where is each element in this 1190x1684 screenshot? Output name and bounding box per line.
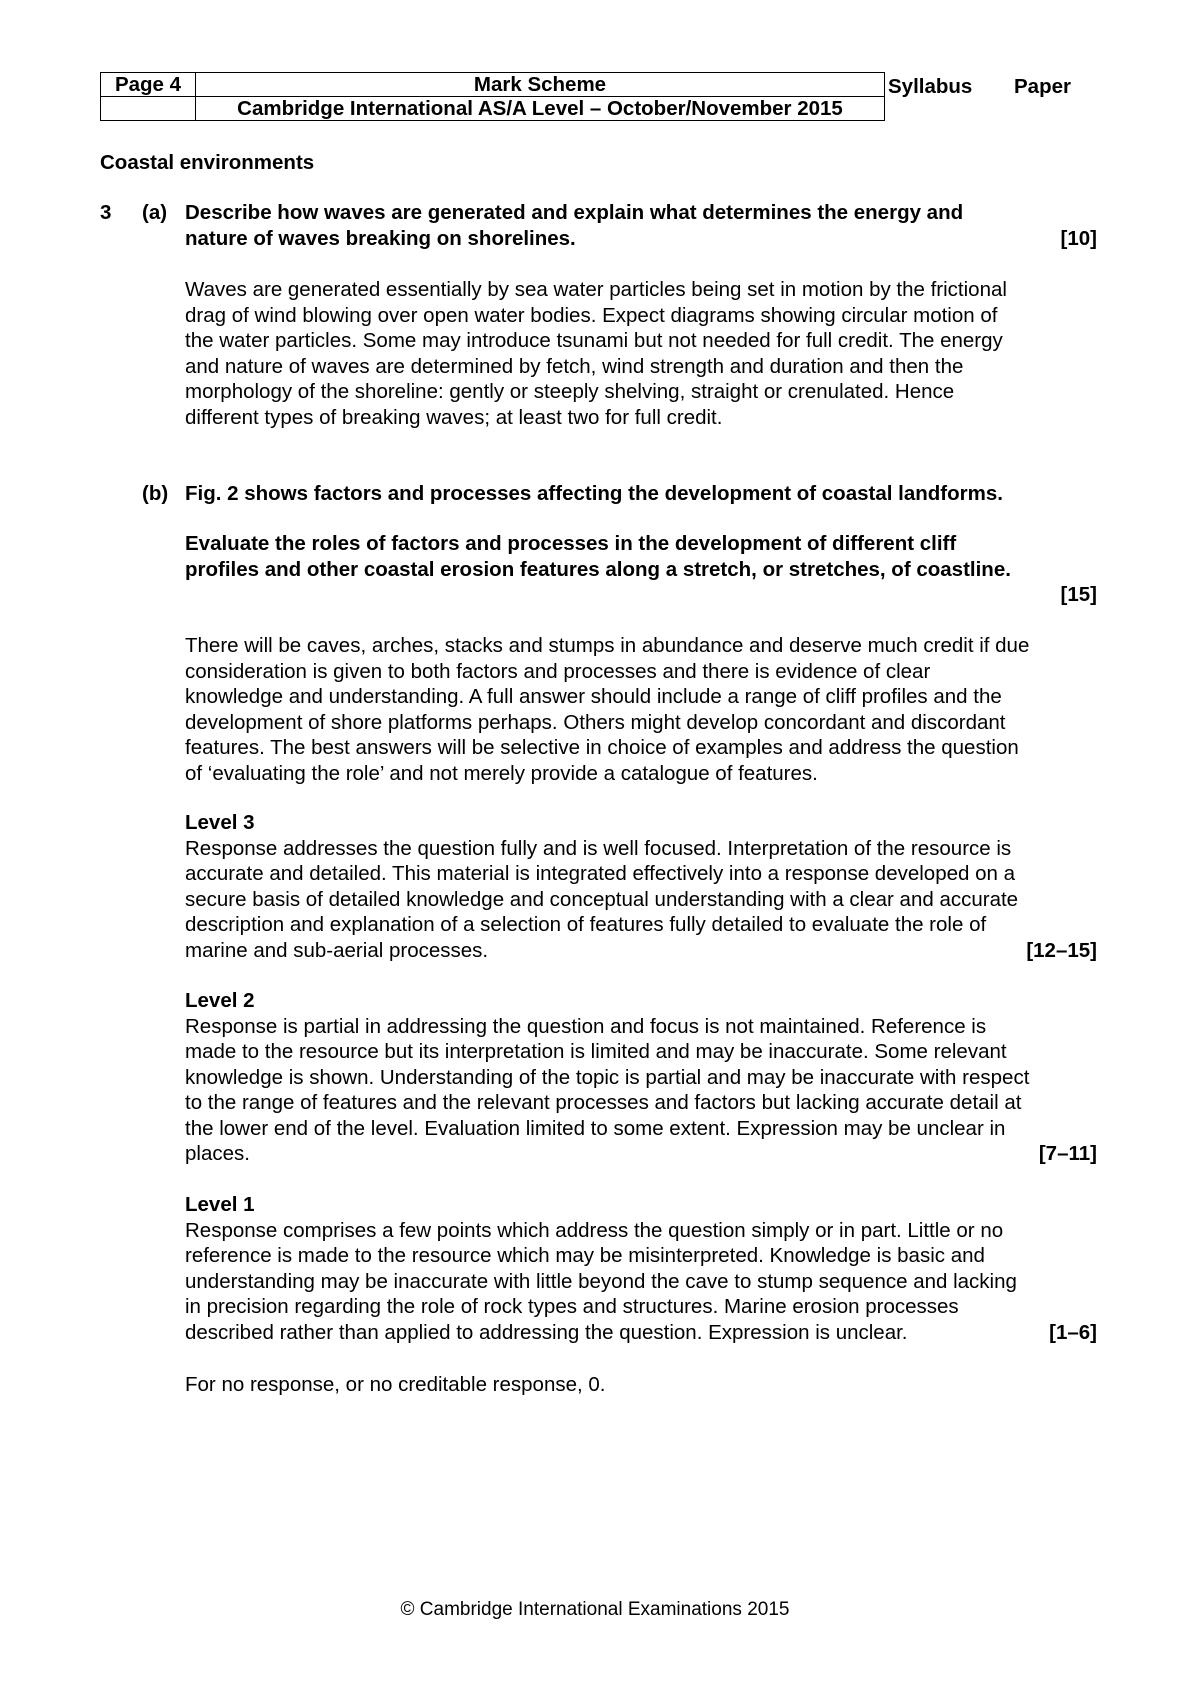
question-part-a: (a) <box>142 201 168 224</box>
answer-line: knowledge and understanding. A full answer should include a range of cliff profiles and the <box>185 685 1002 708</box>
level-line <box>185 938 1097 964</box>
question-3a-text <box>185 200 1097 251</box>
level-line: accurate and detailed. This material is integrated effectively into a response developed on a <box>185 862 1016 885</box>
paper-label: Paper <box>1014 75 1071 98</box>
level-line-text: places. <box>185 1142 250 1165</box>
question-3b-intro <box>185 481 1097 507</box>
level-3-block <box>185 810 1097 963</box>
header-table <box>100 72 885 121</box>
level-line: knowledge is shown. Understanding of the topic is partial and may be inaccurate with respect <box>185 1065 1030 1089</box>
level-line: description and explanation of a selection of features fully detailed to evaluate the role of <box>185 913 987 936</box>
mark-allocation: [15] <box>1060 583 1097 606</box>
footer-copyright: © Cambridge International Examinations 2015 <box>400 1599 790 1620</box>
question-part-b: (b) <box>142 482 169 505</box>
level-line: secure basis of detailed knowledge and conceptual understanding with a clear and accurate <box>185 887 1019 911</box>
level-title: Level 1 <box>185 1193 255 1216</box>
level-line <box>185 1141 1097 1167</box>
document-title: Mark Scheme <box>196 73 885 97</box>
page-number: Page 4 <box>101 73 196 97</box>
document-subtitle: Cambridge International AS/A Level – October/November 2015 <box>196 97 885 121</box>
level-mark: [1–6] <box>1049 1320 1097 1344</box>
level-line-text: described rather than applied to addressing the question. Expression is unclear. <box>185 1320 908 1344</box>
level-line: made to the resource but its interpretation is limited and may be inaccurate. Some relevant <box>185 1040 1007 1063</box>
question-line <box>185 226 1097 252</box>
level-line: to the range of features and the relevant processes and factors but lacking accurate detail at <box>185 1091 1022 1114</box>
no-response-text: For no response, or no creditable response, 0. <box>185 1373 606 1396</box>
level-line: the lower end of the level. Evaluation limited to some extent. Expression may be unclear in <box>185 1116 1006 1140</box>
answer-line: of ‘evaluating the role’ and not merely provide a catalogue of features. <box>185 761 818 785</box>
answer-3a <box>185 277 1097 430</box>
level-line: reference is made to the resource which may be misinterpreted. Knowledge is basic and <box>185 1244 985 1267</box>
level-line-text: marine and sub-aerial processes. <box>185 938 489 962</box>
level-line: understanding may be inaccurate with little beyond the cave to stump sequence and lacking <box>185 1269 1017 1293</box>
question-line: Evaluate the roles of factors and processes in the development of different cliff <box>185 532 957 555</box>
level-1-block <box>185 1192 1097 1345</box>
question-intro: Fig. 2 shows factors and processes affecting the development of coastal landforms. <box>185 482 1003 505</box>
level-mark: [12–15] <box>1026 938 1097 962</box>
level-title: Level 3 <box>185 811 255 834</box>
answer-3b <box>185 633 1097 786</box>
question-line: profiles and other coastal erosion features along a stretch, or stretches, of coastline. <box>185 557 1011 581</box>
syllabus-label: Syllabus <box>888 75 973 98</box>
level-line: Response is partial in addressing the question and focus is not maintained. Reference is <box>185 1014 987 1038</box>
question-line: Describe how waves are generated and explain what determines the energy and <box>185 201 964 224</box>
answer-line: and nature of waves are determined by fetch, wind strength and duration and then the <box>185 354 964 378</box>
section-title: Coastal environments <box>100 151 315 174</box>
level-line: Response addresses the question fully and is well focused. Interpretation of the resource is <box>185 836 1012 860</box>
answer-line: There will be caves, arches, stacks and stumps in abundance and deserve much credit if due <box>185 634 1030 657</box>
answer-line: features. The best answers will be selective in choice of examples and address the question <box>185 736 1019 759</box>
mark-allocation: [10] <box>1060 226 1097 250</box>
level-mark: [7–11] <box>1038 1142 1097 1165</box>
answer-line: the water particles. Some may introduce tsunami but not needed for full credit. The energy <box>185 329 1003 352</box>
header-empty-cell <box>101 97 196 121</box>
question-line-text: nature of waves breaking on shorelines. <box>185 226 576 250</box>
answer-line: Waves are generated essentially by sea water particles being set in motion by the frictional <box>185 278 1007 301</box>
level-line: Response comprises a few points which address the question simply or in part. Little or no <box>185 1218 1004 1242</box>
answer-line: drag of wind blowing over open water bodies. Expect diagrams showing circular motion of <box>185 303 998 327</box>
answer-line: morphology of the shoreline: gently or steeply shelving, straight or crenulated. Hence <box>185 380 955 403</box>
answer-line: different types of breaking waves; at least two for full credit. <box>185 405 723 429</box>
level-line: in precision regarding the role of rock types and structures. Marine erosion processes <box>185 1295 959 1318</box>
answer-line: consideration is given to both factors and processes and there is evidence of clear <box>185 659 931 683</box>
level-line <box>185 1320 1097 1346</box>
level-title: Level 2 <box>185 989 255 1012</box>
question-3b-text <box>185 531 1097 608</box>
question-number: 3 <box>100 201 112 224</box>
answer-line: development of shore platforms perhaps. Others might develop concordant and discordant <box>185 710 1006 734</box>
level-2-block <box>185 988 1097 1167</box>
